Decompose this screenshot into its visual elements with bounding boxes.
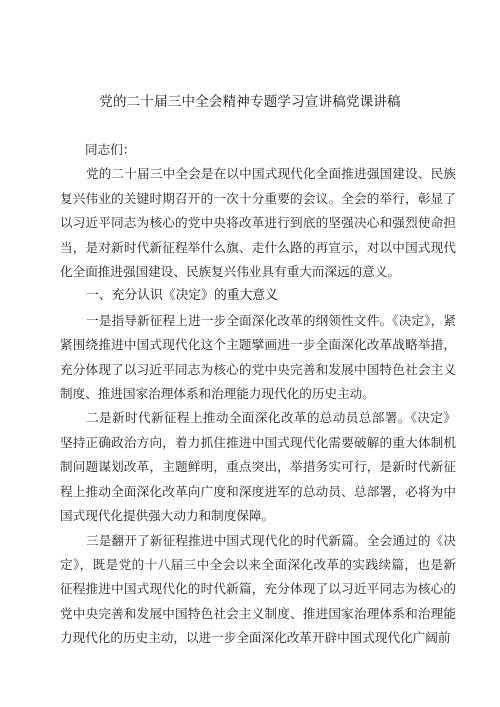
intro-paragraph: 党的二十届三中全会是在以中国式现代化全面推进强国建设、民族复兴伟业的关键时期召开的一次十分重要的会议。全会的举行，彰显了以习近平同志为核心的党中央将改革进行到底的坚强决心和强烈使命担当，是对新时代新征程举什么旗、走什么路的再宣示，对以中国式现代化全面推进强国建设、民族复兴伟业具有重大而深远的意义。 [60,166,456,280]
document-body [60,138,456,651]
paragraph-point-one: 一是指导新征程上进一步全面深化改革的纲领性文件。《决定》，紧紧围绕推进中国式现代化这个主题擘画进一步全面深化改革战略举措，充分体现了以习近平同志为核心的党中央完善和发展中国特色社会主义制度、推进国家治理体系和治理能力现代化的历史主动。 [60,312,456,402]
paragraph-point-three: 三是翻开了新征程推进中国式现代化的时代新篇。全会通过的《决定》，既是党的十八届三中全会以来全面深化改革的实践续篇，也是新征程推进中国式现代化的时代新篇，充分体现了以习近平同志为核心的党中央完善和发展中国特色社会主义制度、推进国家治理体系和治理能力现代化的历史主动，以进一步全面深化改革开辟中国式现代化广阔前 [60,532,456,646]
section-heading: 一、充分认识《决定》的重大意义 [86,288,278,304]
paragraph-point-two: 二是新时代新征程上推动全面深化改革的总动员总部署。《决定》坚持正确政治方向，着力抓住推进中国式现代化需要破解的重大体制机制问题谋划改革，主题鲜明，重点突出，举措务实可行，是新时代新征程上推动全面深化改革向广度和深度进军的总动员、总部署，必将为中国式现代化提供强大动力和制度保障。 [60,410,456,524]
document-title: 党的二十届三中全会精神专题学习宣讲稿党课讲稿 [99,94,401,110]
salutation: 同志们： [85,142,136,157]
